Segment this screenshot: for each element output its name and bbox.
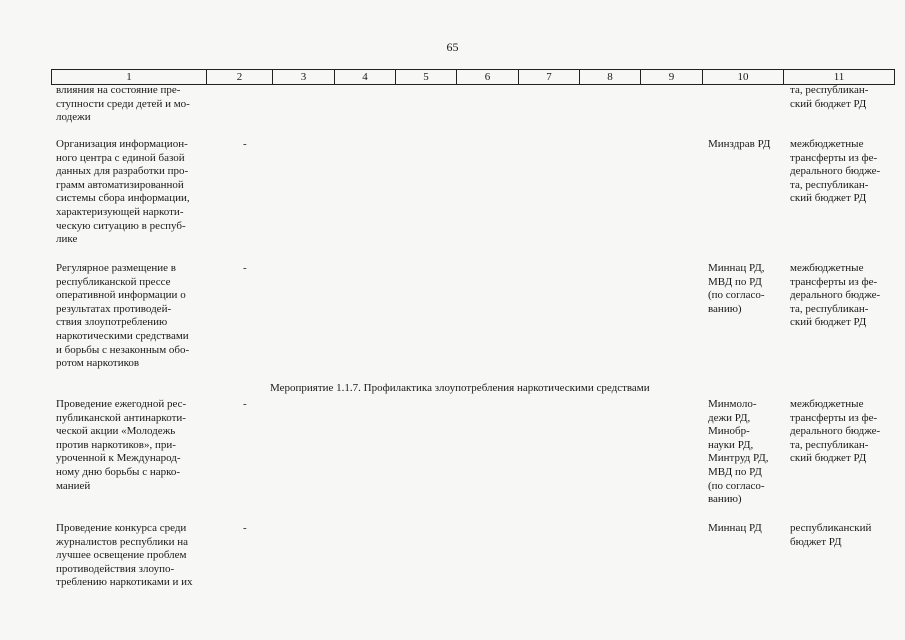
header-col-9: 9 [641, 70, 703, 84]
header-col-7: 7 [519, 70, 580, 84]
header-col-1: 1 [51, 70, 207, 84]
row-2-funding: межбюджетные трансферты из фе- дерального бюдже- та, республикан- ский бюджет РД [790, 262, 881, 329]
row-1-activity: Организация информацион- ного центра с единой базой данных для разработки про- грамм автоматизированной системы сбора информации, характеризующей наркоти- ческую ситуацию в респуб- лике [56, 138, 190, 246]
row-1-responsible: Минздрав РД [708, 138, 771, 150]
row-0-funding: та, республикан- ский бюджет РД [790, 84, 869, 110]
page-number: 65 [446, 40, 459, 54]
header-col-6: 6 [457, 70, 519, 84]
header-col-8: 8 [580, 70, 641, 84]
header-col-10: 10 [703, 70, 784, 84]
row-4-deadline: - [243, 522, 247, 534]
row-4-activity: Проведение конкурса среди журналистов республики на лучшее освещение проблем противодействия злоупо- треблению наркотиками и их [56, 522, 193, 589]
row-2-responsible: Миннац РД, МВД по РД (по согласо- ванию) [708, 262, 765, 315]
row-3-activity: Проведение ежегодной рес- публиканской антинаркоти- ческой акции «Молодежь против наркотиков», при- уроченной к Международ- ному дню борьбы с нарко- манией [56, 398, 187, 492]
header-col-4: 4 [335, 70, 396, 84]
row-1-funding: межбюджетные трансферты из фе- дерального бюдже- та, республикан- ский бюджет РД [790, 138, 881, 205]
row-3-responsible: Минмоло- дежи РД, Минобр- науки РД, Минтруд РД, МВД по РД (по согласо- ванию) [708, 398, 769, 506]
row-3-funding: межбюджетные трансферты из фе- дерального бюдже- та, республикан- ский бюджет РД [790, 398, 881, 465]
row-4-responsible: Миннац РД [708, 522, 762, 534]
row-1-deadline: - [243, 138, 247, 150]
row-3-deadline: - [243, 398, 247, 410]
header-col-2: 2 [207, 70, 273, 84]
section-title: Мероприятие 1.1.7. Профилактика злоупотребления наркотическими средствами [270, 382, 650, 394]
row-2-deadline: - [243, 262, 247, 274]
row-4-funding: республиканский бюджет РД [790, 522, 872, 548]
header-col-3: 3 [273, 70, 335, 84]
header-col-5: 5 [396, 70, 457, 84]
row-0-activity: влияния на состояние пре- ступности среди детей и мо- лодежи [56, 84, 190, 124]
table-header [51, 69, 895, 85]
row-2-activity: Регулярное размещение в республиканской прессе оперативной информации о результатах противодей- ствия злоупотреблению наркотическими средствами и борьбы с незаконным обо- ротом наркотиков [56, 262, 190, 370]
header-col-11: 11 [784, 70, 895, 84]
